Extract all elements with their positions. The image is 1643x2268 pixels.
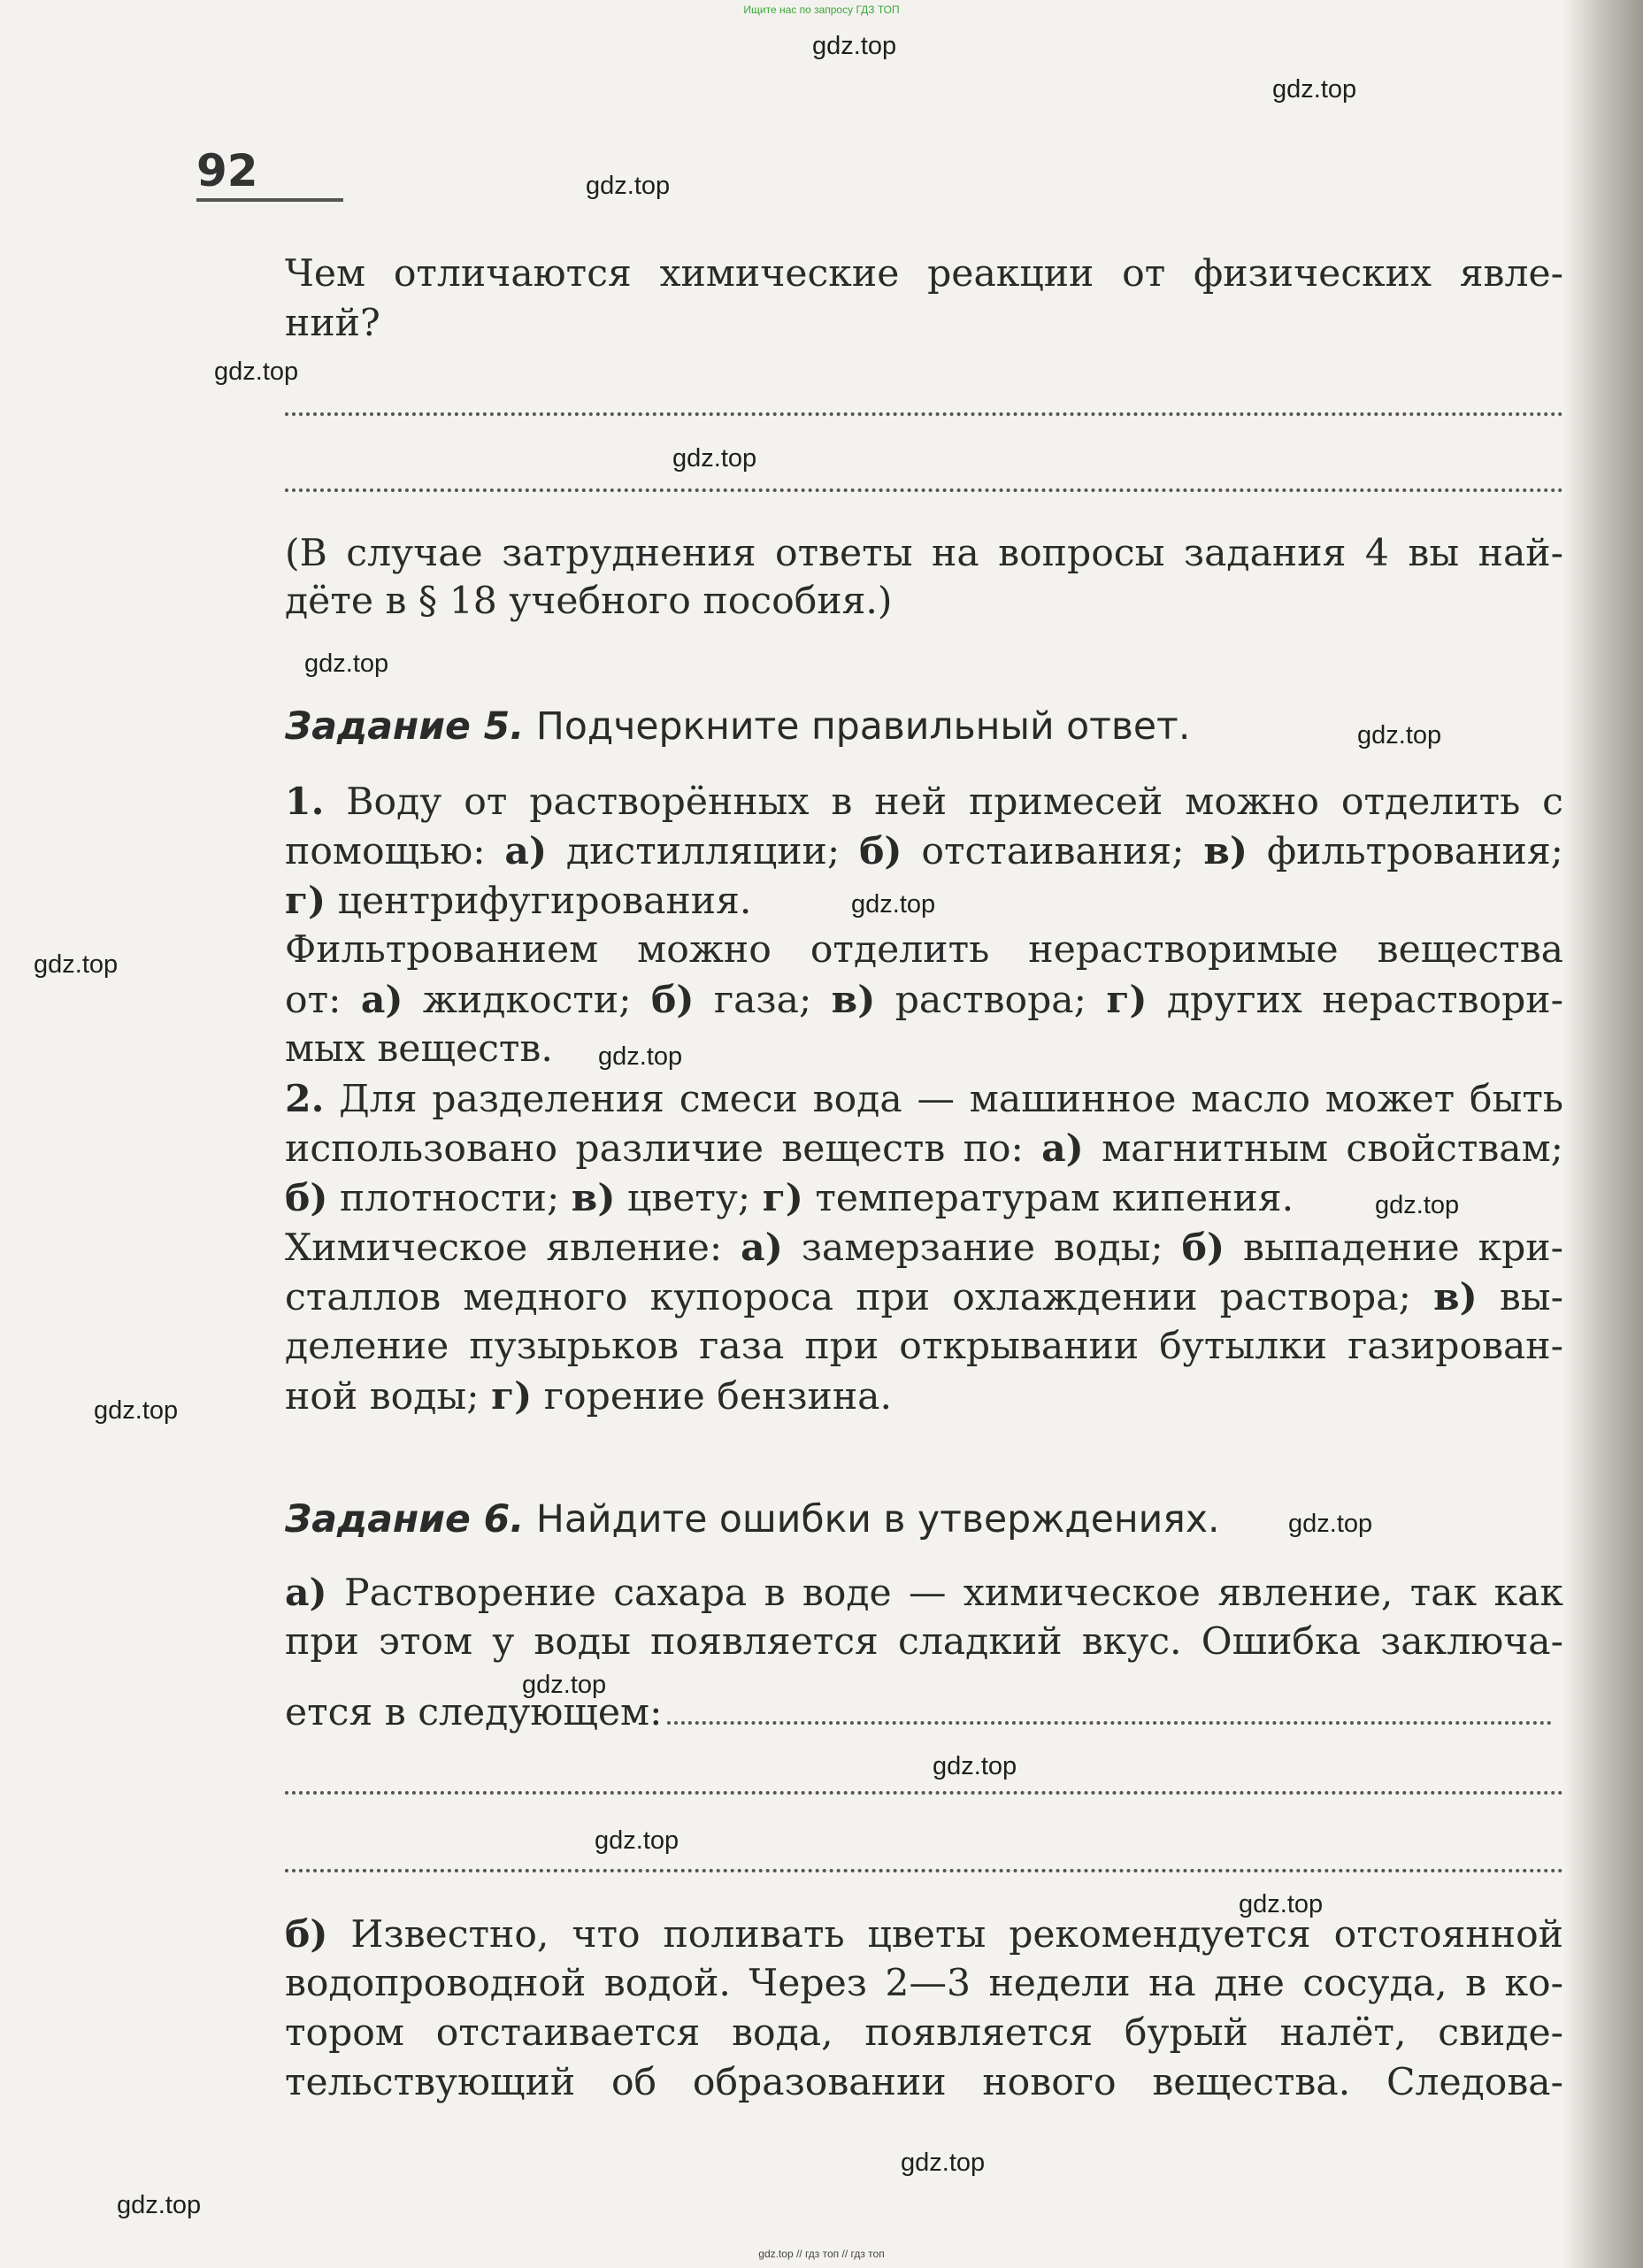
option-text[interactable]: фильтрования; (1248, 830, 1563, 873)
q1-text: Воду от растворённых в ней примесей можно отделить с (324, 780, 1563, 824)
option-text[interactable]: горение бензина. (532, 1375, 893, 1418)
option-text[interactable]: сталлов медного купороса при охлаждении раствора; (285, 1276, 1434, 1319)
option-letter[interactable]: б) (1181, 1226, 1225, 1270)
q1-number: 1. (285, 780, 325, 824)
task5-q1-options (285, 878, 1563, 925)
task5-q1b-options (285, 977, 1563, 1024)
page-edge-shadow (1563, 0, 1643, 2268)
watermark: gdz.top (598, 1042, 683, 1071)
task5-label: Задание 5. (285, 705, 525, 749)
watermark: gdz.top (586, 172, 671, 200)
watermark: gdz.top (214, 357, 299, 386)
option-letter[interactable]: в) (1203, 829, 1248, 873)
task6-b-line: тельствующий об образовании нового вещества. Следова- (285, 2061, 1563, 2104)
option-letter[interactable]: а) (1041, 1126, 1084, 1171)
statement-letter: б) (285, 1912, 328, 1957)
watermark: gdz.top (1288, 1510, 1373, 1538)
option-letter[interactable]: в) (571, 1176, 616, 1220)
option-letter[interactable]: г) (285, 879, 326, 923)
option-text[interactable]: плотности; (327, 1177, 572, 1220)
watermark: gdz.top (34, 950, 119, 979)
watermark: gdz.top (812, 32, 897, 60)
task5-q1-options (285, 828, 1563, 875)
task5-q3-options (285, 1373, 1563, 1420)
watermark: gdz.top (94, 1396, 179, 1425)
task6-a-line (285, 1570, 1563, 1617)
q3-text: Химическое явление: (285, 1226, 741, 1270)
bottom-banner[interactable]: gdz.top // гдз топ // гдз топ (758, 2248, 885, 2260)
watermark: gdz.top (1375, 1191, 1460, 1219)
watermark: gdz.top (595, 1826, 679, 1855)
watermark: gdz.top (1357, 721, 1442, 750)
statement-text: Известно, что поливать цветы рекомендуется отстоянной (327, 1913, 1563, 1957)
watermark: gdz.top (304, 650, 389, 678)
option-letter[interactable]: г) (1106, 978, 1148, 1022)
answer-dotted-line[interactable] (285, 485, 1563, 492)
option-text[interactable]: дистилляции; (547, 830, 860, 873)
option-text[interactable]: цвету; (615, 1177, 763, 1220)
answer-dotted-line[interactable] (285, 1787, 1563, 1795)
watermark: gdz.top (851, 890, 936, 919)
option-text[interactable]: жидкости; (403, 979, 651, 1022)
option-letter[interactable]: в) (1433, 1275, 1478, 1319)
option-text[interactable]: газа; (694, 979, 832, 1022)
watermark: gdz.top (1239, 1890, 1324, 1918)
option-text[interactable]: других нераствори- (1147, 979, 1563, 1022)
watermark: gdz.top (1272, 75, 1357, 104)
task6-label: Задание 6. (285, 1498, 525, 1541)
task5-q3-options[interactable]: деление пузырьков газа при открывании бутылки газирован- (285, 1325, 1563, 1368)
question-line: ний? (285, 302, 380, 345)
option-letter[interactable]: а) (504, 829, 548, 873)
watermark: gdz.top (117, 2191, 202, 2219)
task6-b-line (285, 1911, 1563, 1958)
task5-q3-line (285, 1225, 1563, 1272)
q2-text: использовано различие веществ по: (285, 1127, 1042, 1171)
task6-instruction: Найдите ошибки в утверждениях. (524, 1498, 1220, 1541)
task5-heading (285, 704, 1563, 750)
option-letter[interactable]: а) (360, 978, 403, 1022)
task6-a-line: при этом у воды появляется сладкий вкус. Ошибка заключа- (285, 1620, 1563, 1664)
task5-q3-options (285, 1274, 1563, 1321)
option-letter[interactable]: а) (741, 1226, 783, 1270)
watermark: gdz.top (672, 444, 757, 473)
q2-number: 2. (285, 1077, 325, 1121)
hint-line: (В случае затруднения ответы на вопросы задания 4 вы най- (285, 532, 1563, 575)
task5-q2-options (285, 1175, 1563, 1222)
task5-q1-line (285, 779, 1563, 826)
option-text[interactable]: температурам кипения. (802, 1177, 1294, 1220)
option-text[interactable]: центрифугирования. (326, 880, 752, 923)
task5-q1b-line: Фильтрованием можно отделить нерастворимые вещества (285, 928, 1563, 972)
page-number: 92 (196, 149, 343, 202)
option-text[interactable]: магнитным свойствам; (1083, 1127, 1563, 1171)
option-letter[interactable]: б) (859, 829, 902, 873)
answer-dotted-line[interactable] (667, 1721, 1552, 1725)
answer-dotted-line[interactable] (285, 1865, 1563, 1872)
watermark: gdz.top (933, 1752, 1017, 1780)
statement-text: Растворение сахара в воде — химическое явление, так как (326, 1572, 1563, 1615)
option-letter[interactable]: г) (491, 1374, 533, 1418)
task5-q1b-options[interactable]: мых веществ. (285, 1027, 553, 1071)
option-letter[interactable]: б) (285, 1176, 328, 1220)
option-letter[interactable]: б) (650, 978, 695, 1022)
watermark: gdz.top (901, 2149, 986, 2177)
option-text[interactable]: ной воды; (285, 1375, 492, 1418)
task6-b-line: тором отстаивается вода, появляется бурый налёт, свиде- (285, 2011, 1563, 2055)
option-text[interactable]: отстаивания; (902, 830, 1204, 873)
hint-line: дёте в § 18 учебного пособия.) (285, 580, 893, 623)
q2-text: Для разделения смеси вода — машинное масло может быть (324, 1078, 1563, 1121)
option-text[interactable]: замерзание воды; (782, 1226, 1182, 1270)
task6-b-line: водопроводной водой. Через 2—3 недели на дне сосуда, в ко- (285, 1962, 1563, 2005)
option-letter[interactable]: в) (831, 978, 876, 1022)
task6-heading (285, 1497, 1563, 1543)
option-letter[interactable]: г) (762, 1176, 803, 1220)
option-text[interactable]: раствора; (875, 979, 1107, 1022)
watermark: gdz.top (522, 1671, 607, 1699)
q1-text: помощью: (285, 830, 505, 873)
task5-instruction: Подчеркните правильный ответ. (524, 705, 1191, 749)
task5-q2-options (285, 1126, 1563, 1172)
task6-a-line (285, 1690, 1563, 1736)
statement-letter: а) (285, 1571, 327, 1615)
option-text[interactable]: вы- (1477, 1276, 1563, 1319)
answer-dotted-line[interactable] (285, 409, 1563, 416)
task5-q2-line (285, 1076, 1563, 1123)
question-line: Чем отличаются химические реакции от физических явле- (285, 252, 1563, 296)
top-banner[interactable]: Ищите нас по запросу ГДЗ ТОП (743, 4, 900, 16)
option-text[interactable]: выпадение кри- (1225, 1226, 1563, 1270)
q1b-text: от: (285, 979, 361, 1022)
statement-text: ется в следующем: (285, 1691, 663, 1734)
